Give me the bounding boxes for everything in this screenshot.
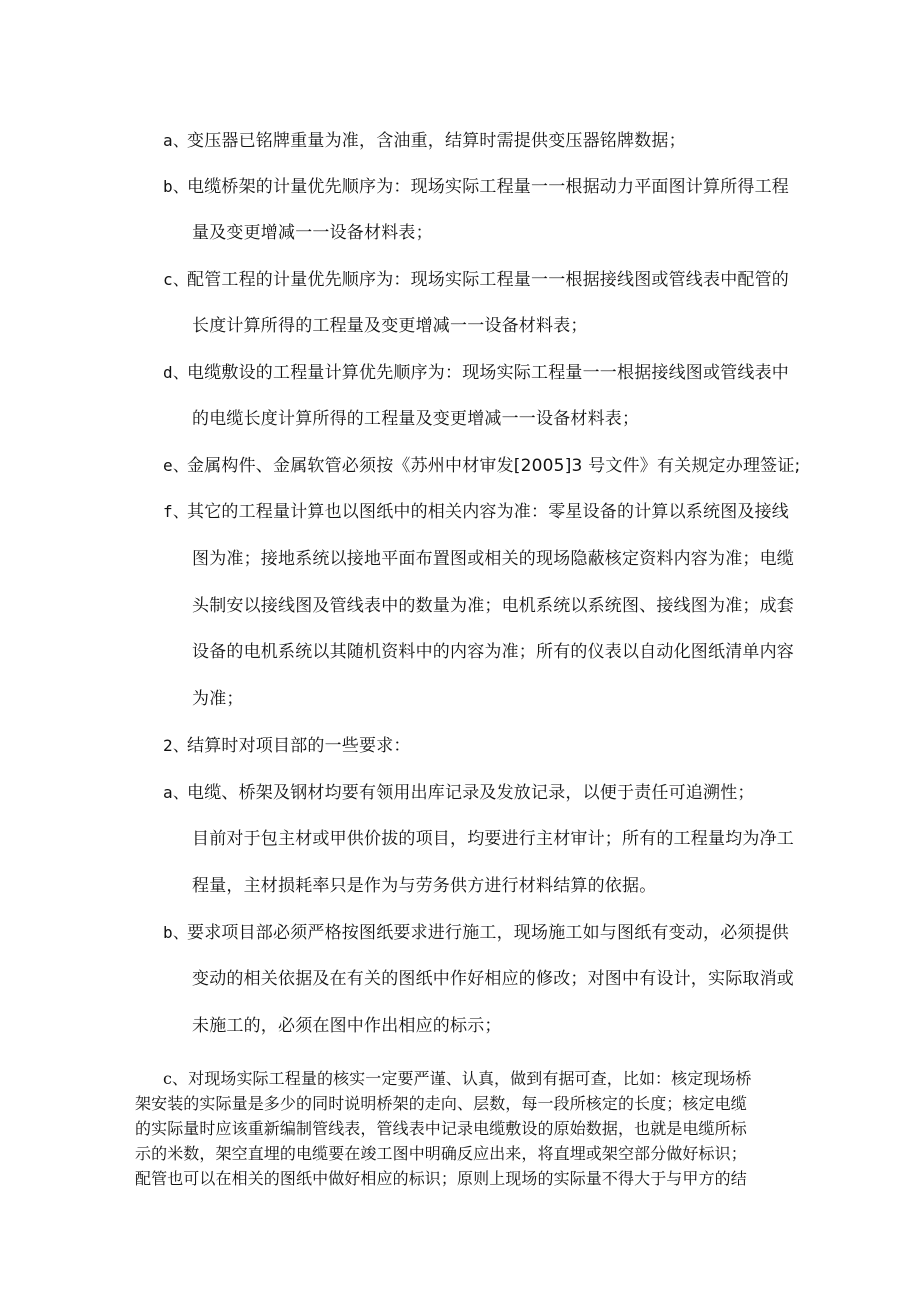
item-marker: a、 <box>163 131 190 150</box>
req-b-continuation-1 <box>192 968 794 990</box>
item-d-continuation <box>192 408 639 430</box>
req-a-continuation-1 <box>192 828 794 850</box>
item-text: 电缆敷设的工程量计算优先顺序为：现场实际工程量一一根据接线图或管线表中 <box>187 363 789 383</box>
paragraph-text: 的实际量时应该重新编制管线表，管线表中记录电缆敷设的原始数据，也就是电缆所标 <box>135 1119 747 1138</box>
section-number: 2、 <box>163 736 190 755</box>
paragraph-text: 配管也可以在相关的图纸中做好相应的标识；原则上现场的实际量不得大于与甲方的结 <box>135 1169 747 1188</box>
req-c-paragraph-line-2 <box>135 1093 747 1115</box>
item-a-transformer <box>163 130 686 152</box>
item-c-conduit <box>163 269 789 291</box>
item-d-cable-laying <box>163 362 789 384</box>
item-marker: b、 <box>163 923 190 942</box>
req-c-paragraph-line-4 <box>135 1143 747 1165</box>
item-text: 配管工程的计量优先顺序为：现场实际工程量一一根据接线图或管线表中配管的 <box>187 270 789 290</box>
item-text: 设备的电机系统以其随机资料中的内容为准；所有的仪表以自动化图纸清单内容 <box>192 642 794 662</box>
req-a-records <box>163 782 755 804</box>
item-marker: b、 <box>163 177 190 196</box>
item-text: 要求项目部必须严格按图纸要求进行施工，现场施工如与图纸有变动，必须提供 <box>187 923 789 943</box>
item-text: 为准； <box>192 689 244 709</box>
req-c-paragraph-line-1 <box>163 1068 752 1090</box>
item-text: 其它的工程量计算也以图纸中的相关内容为准：零星设备的计算以系统图及接线 <box>187 502 789 522</box>
item-marker: d、 <box>163 363 190 382</box>
item-marker: f、 <box>163 502 190 521</box>
item-text: 目前对于包主材或甲供价拔的项目，均要进行主材审计；所有的工程量均为净工 <box>192 829 794 849</box>
paragraph-text: c、对现场实际工程量的核实一定要严谨、认真，做到有据可查，比如：核定现场桥 <box>163 1069 752 1088</box>
item-b-continuation <box>192 222 433 244</box>
item-b-cable-tray <box>163 176 789 198</box>
item-text: 长度计算所得的工程量及变更增减一一设备材料表； <box>192 316 588 336</box>
item-text: 金属构件、金属软管必须按《苏州中材审发[2005]3 号文件》有关规定办理签证; <box>187 456 801 476</box>
item-text: 变压器已铭牌重量为准，含油重，结算时需提供变压器铭牌数据； <box>187 131 686 151</box>
item-text: 的电缆长度计算所得的工程量及变更增减一一设备材料表； <box>192 409 640 429</box>
item-marker: a、 <box>163 783 190 802</box>
item-f-continuation-1 <box>192 548 794 570</box>
item-marker: c、 <box>163 270 190 289</box>
item-marker: e、 <box>163 456 190 475</box>
section-title: 结算时对项目部的一些要求： <box>187 736 411 756</box>
item-c-continuation <box>192 315 588 337</box>
item-text: 图为准；接地系统以接地平面布置图或相关的现场隐蔽核定资料内容为准；电缆 <box>192 549 794 569</box>
item-text: 电缆桥架的计量优先顺序为：现场实际工程量一一根据动力平面图计算所得工程 <box>187 177 789 197</box>
item-text: 程量，主材损耗率只是作为与劳务供方进行材料结算的依据。 <box>192 876 657 896</box>
item-e-metal-parts <box>163 455 800 477</box>
paragraph-text: 架安装的实际量是多少的同时说明桥架的走向、层数，每一段所核定的长度；核定电缆 <box>135 1094 747 1113</box>
item-f-continuation-2 <box>192 595 794 617</box>
item-text: 量及变更增减一一设备材料表； <box>192 223 433 243</box>
req-c-paragraph-line-5 <box>135 1168 747 1190</box>
item-text: 变动的相关依据及在有关的图纸中作好相应的修改；对图中有设计，实际取消或 <box>192 969 794 989</box>
section-2-heading <box>163 735 411 757</box>
req-a-continuation-2 <box>192 875 656 897</box>
item-text: 电缆、桥架及钢材均要有领用出库记录及发放记录，以便于责任可追溯性； <box>187 783 755 803</box>
item-text: 头制安以接线图及管线表中的数量为准；电机系统以系统图、接线图为准；成套 <box>192 596 794 616</box>
req-c-paragraph-line-3 <box>135 1118 747 1140</box>
item-f-other-quantities <box>163 501 789 523</box>
item-f-continuation-3 <box>192 641 794 663</box>
req-b-continuation-2 <box>192 1015 502 1037</box>
req-b-construction <box>163 922 789 944</box>
paragraph-text: 示的米数，架空直埋的电缆要在竣工图中明确反应出来，将直埋或架空部分做好标识； <box>135 1144 747 1163</box>
item-text: 未施工的，必须在图中作出相应的标示； <box>192 1016 502 1036</box>
item-f-continuation-4 <box>192 688 244 710</box>
